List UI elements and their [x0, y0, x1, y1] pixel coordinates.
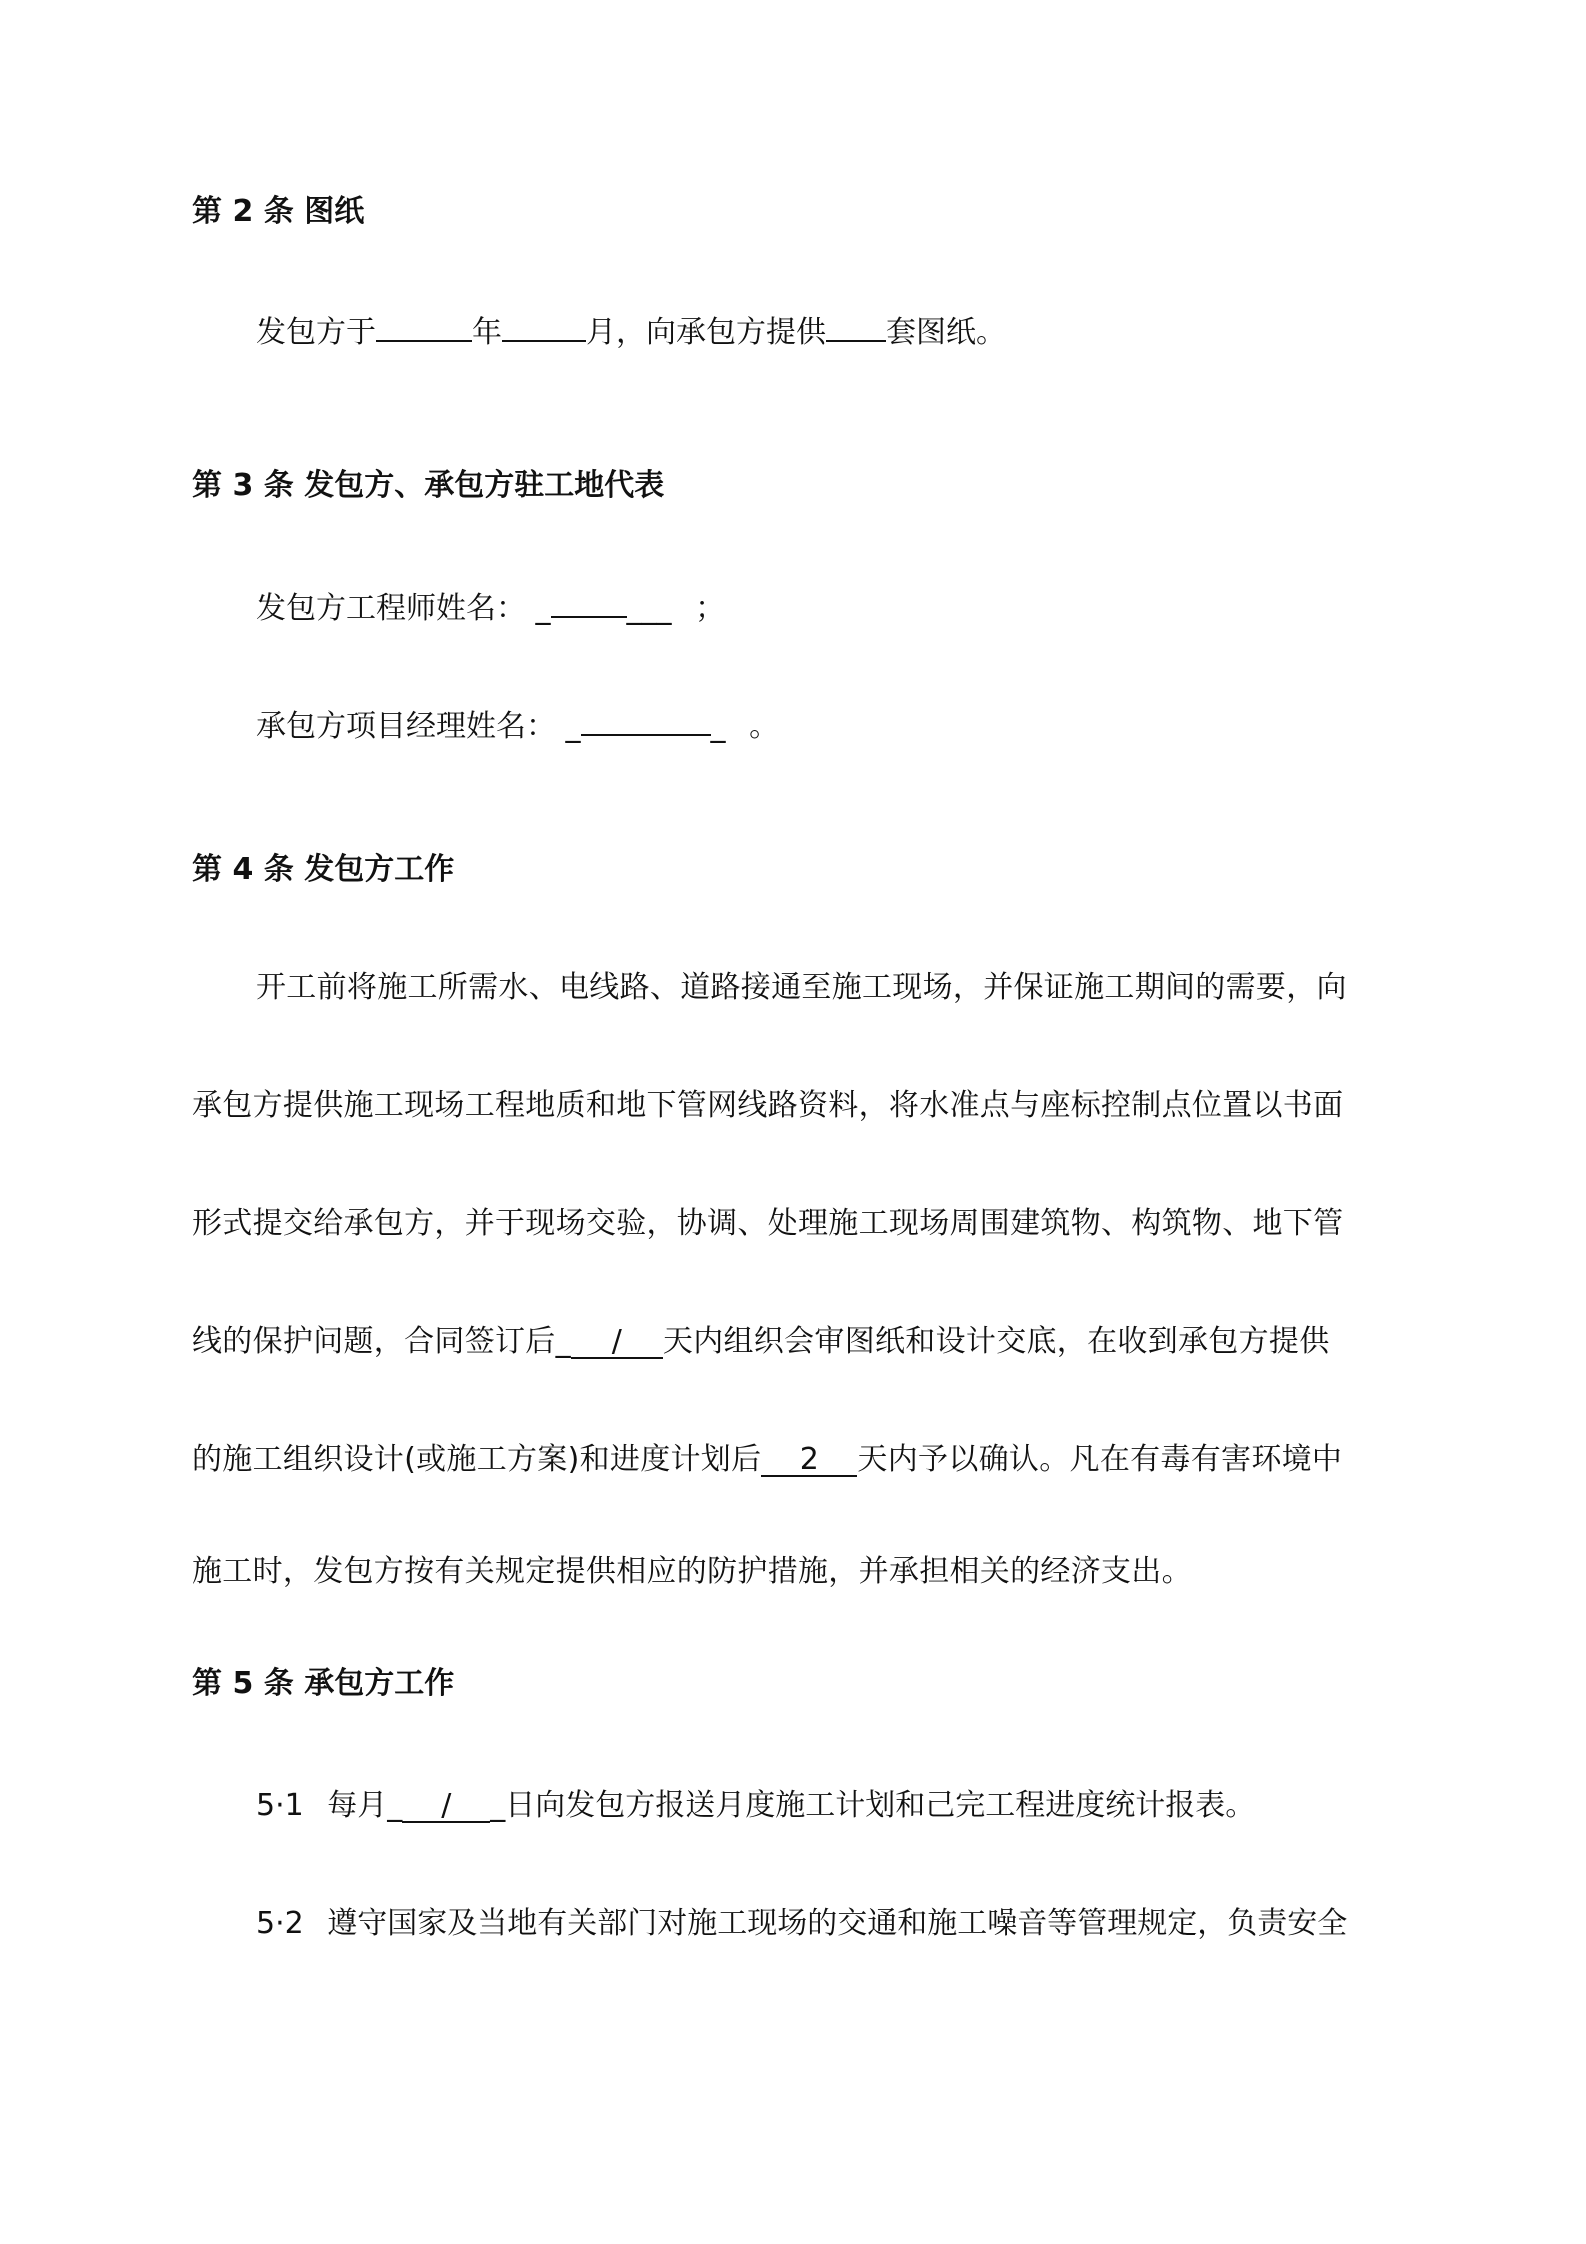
text-fragment: 月，向承包方提供 [586, 315, 826, 350]
clause-5-2 [256, 1904, 1347, 1944]
text-fragment: 线的保护问题，合同签订后_ [192, 1324, 571, 1359]
article-4-heading-text: 第 4 条 发包方工作 [192, 852, 455, 887]
days-blank[interactable]: / [571, 1327, 663, 1359]
article-4-para-line-6: 施工时，发包方按有关规定提供相应的防护措施，并承担相关的经济支出。 [192, 1554, 1192, 1589]
article-3-heading-text: 第 3 条 发包方、承包方驻工地代表 [192, 468, 665, 503]
punctuation: ； [695, 591, 726, 626]
text-fragment: 遵守国家及当地有关部门对施工现场的交通和施工噪音等管理规定，负责安全 [327, 1906, 1348, 1941]
article-4-para-line-5 [192, 1440, 1342, 1480]
text-fragment: 天内予以确认。凡在有毒有害环境中 [857, 1442, 1343, 1477]
article-4-heading [192, 850, 454, 890]
article-2-heading-text: 第 2 条 图纸 [192, 194, 365, 229]
day-of-month-blank[interactable]: / [402, 1791, 490, 1823]
blank-suffix: _ [710, 709, 726, 744]
text-fragment: 发包方于 [256, 315, 376, 350]
engineer-name-line [256, 586, 725, 629]
sets-blank[interactable] [826, 310, 886, 342]
manager-name-line [256, 704, 779, 747]
blank-suffix: ___ [626, 591, 672, 626]
blank-prefix: _ [535, 591, 551, 626]
clause-number: 5·1 [256, 1788, 304, 1823]
punctuation: 。 [749, 709, 780, 744]
manager-name-label: 承包方项目经理姓名： [256, 709, 556, 744]
text-fragment: _日向发包方报送月度施工计划和己完工程进度统计报表。 [490, 1788, 1256, 1823]
article-4-para-line-4 [192, 1322, 1330, 1362]
article-5-heading [192, 1664, 454, 1704]
blank-prefix: _ [565, 709, 581, 744]
month-blank[interactable] [502, 310, 586, 342]
text-fragment: 年 [472, 315, 502, 350]
confirm-days-blank[interactable]: 2 [761, 1445, 857, 1477]
text-fragment: 的施工组织设计(或施工方案)和进度计划后 [192, 1442, 762, 1477]
article-3-heading [192, 466, 664, 506]
article-2-body [256, 310, 1006, 353]
engineer-name-label: 发包方工程师姓名： [256, 591, 526, 626]
article-4-para-line-3: 形式提交给承包方，并于现场交验，协调、处理施工现场周围建筑物、构筑物、地下管 [192, 1206, 1344, 1241]
article-5-heading-text: 第 5 条 承包方工作 [192, 1666, 455, 1701]
manager-name-blank[interactable] [581, 704, 711, 736]
text-fragment: 天内组织会审图纸和设计交底，在收到承包方提供 [662, 1324, 1330, 1359]
clause-number: 5·2 [256, 1906, 304, 1941]
engineer-name-blank[interactable] [551, 586, 627, 618]
text-fragment: 套图纸。 [886, 315, 1006, 350]
article-4-para-line-2: 承包方提供施工现场工程地质和地下管网线路资料，将水准点与座标控制点位置以书面 [192, 1088, 1344, 1123]
year-blank[interactable] [376, 310, 472, 342]
article-2-heading [192, 192, 364, 232]
article-4-para-line-1: 开工前将施工所需水、电线路、道路接通至施工现场，并保证施工期间的需要，向 [256, 970, 1347, 1005]
clause-5-1 [256, 1786, 1255, 1826]
text-fragment: 每月_ [327, 1788, 403, 1823]
